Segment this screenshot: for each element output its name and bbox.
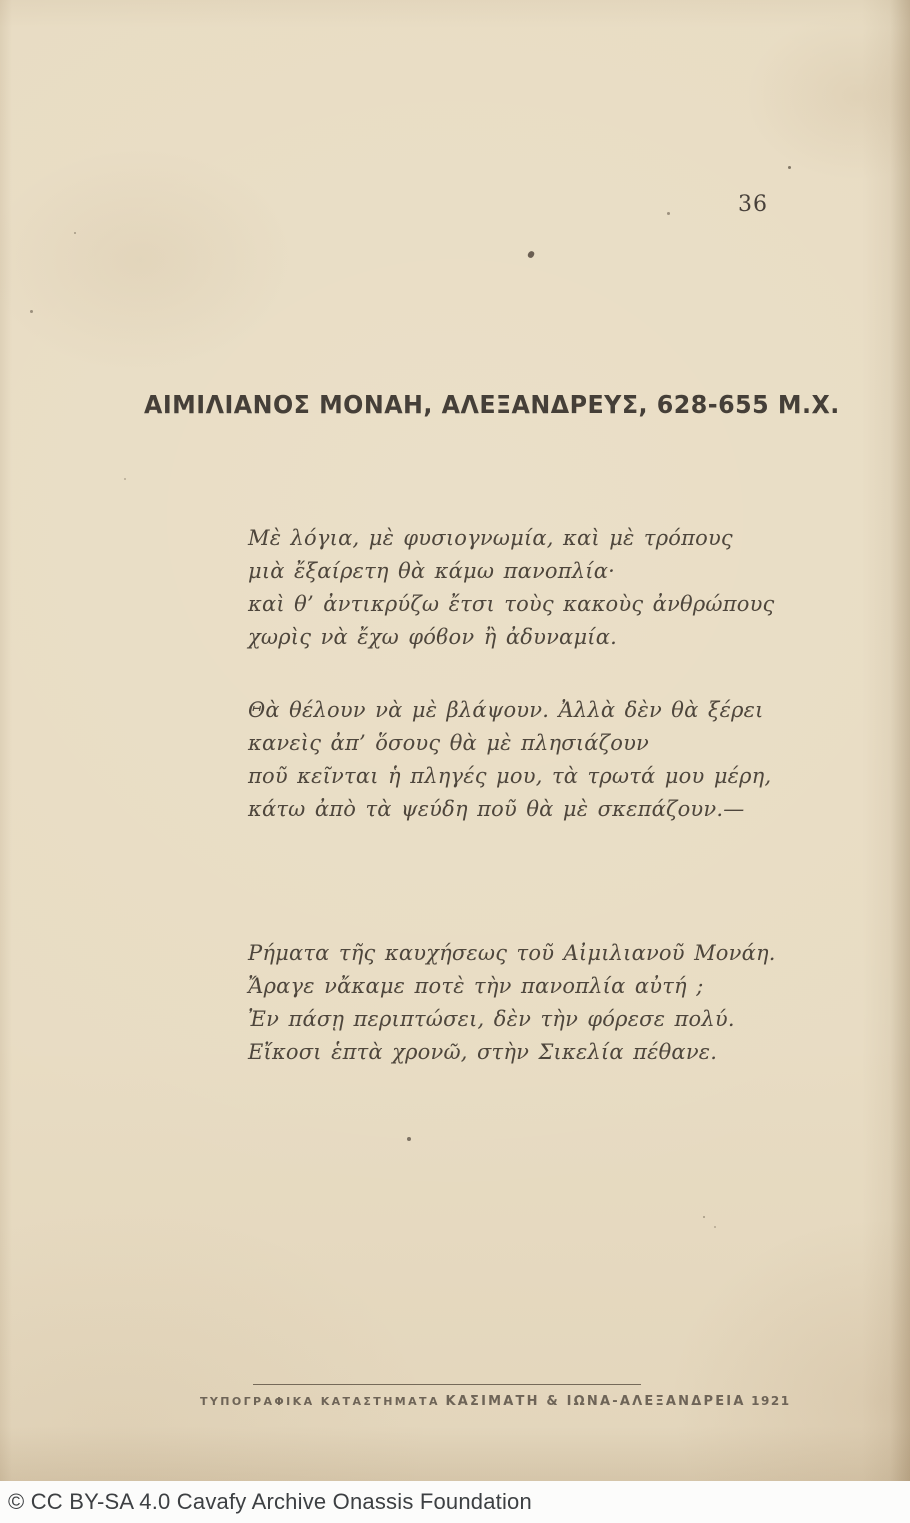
- poem-line: Μὲ λόγια, μὲ φυσιογνωμία, καὶ μὲ τρόπους: [248, 526, 733, 550]
- paper-speck: [714, 1226, 716, 1228]
- license-text: © CC BY-SA 4.0 Cavafy Archive Onassis Foundation: [8, 1489, 532, 1514]
- paper-speck: [30, 310, 33, 313]
- poem-line: μιὰ ἔξαίρετη θὰ κάμω πανοπλία·: [248, 559, 615, 583]
- poem-line: Εἴκοσι ἑπτὰ χρονῶ, στὴν Σικελία πέθανε.: [248, 1040, 718, 1064]
- imprint-text: ΤΥΠΟΓΡΑΦΙΚΑ ΚΑΤΑΣΤΗΜΑΤΑ: [200, 1395, 440, 1408]
- paper-speck: [74, 232, 76, 234]
- poem-line: Ἐν πάσῃ περιπτώσει, δὲν τὴν φόρεσε πολύ.: [248, 1007, 735, 1031]
- license-bar: [0, 1481, 910, 1523]
- poem-line: Θὰ θέλουν νὰ μὲ βλάψουν. Ἀλλὰ δὲν θὰ ξέρει: [248, 698, 764, 722]
- paper-speck: [667, 212, 670, 215]
- poem-line: Ρήματα τῆς καυχήσεως τοῦ Αἰμιλιανοῦ Μονάη.: [248, 941, 776, 965]
- poem-line: χωρὶς νὰ ἔχω φόϐον ἢ ἀδυναμία.: [248, 625, 617, 649]
- poem-title: ΑΙΜΙΛΙΑΝΟΣ ΜΟΝΑΗ, ΑΛΕΞΑΝΔΡΕΥΣ, 628-655 Μ.Χ.: [144, 390, 840, 419]
- poem-stanza-3: [248, 937, 808, 1069]
- imprint-year: 1921: [751, 1394, 791, 1408]
- page-number: 36: [738, 192, 768, 217]
- poem-line: κανεὶς ἀπ’ ὅσους θὰ μὲ πλησιάζουν: [248, 731, 650, 755]
- paper-speck: [407, 1137, 411, 1141]
- imprint-publisher: ΚΑΣΙΜΑΤΗ & ΙΩΝΑ-ΑΛΕΞΑΝΔΡΕΙΑ: [445, 1394, 746, 1409]
- poem-line: κάτω ἀπὸ τὰ ψεύδη ποῦ θὰ μὲ σκεπάζουν.—: [248, 797, 745, 821]
- poem-line: καὶ θ’ ἀντικρύζω ἔτσι τοὺς κακοὺς ἀνθρώπους: [248, 592, 775, 616]
- imprint-divider: [253, 1384, 641, 1385]
- poem-stanza-1: [248, 522, 808, 654]
- paper-speck: [788, 166, 791, 169]
- poem-line: Ἄραγε νἄκαμε ποτὲ τὴν πανοπλία αὐτή ;: [248, 974, 704, 998]
- paper-speck: [703, 1216, 705, 1218]
- poem-line: ποῦ κεῖνται ἡ πληγές μου, τὰ τρωτά μου μέρη,: [248, 764, 772, 788]
- paper-speck: [124, 478, 126, 480]
- printer-imprint: [200, 1390, 791, 1409]
- poem-stanza-2: [248, 694, 808, 826]
